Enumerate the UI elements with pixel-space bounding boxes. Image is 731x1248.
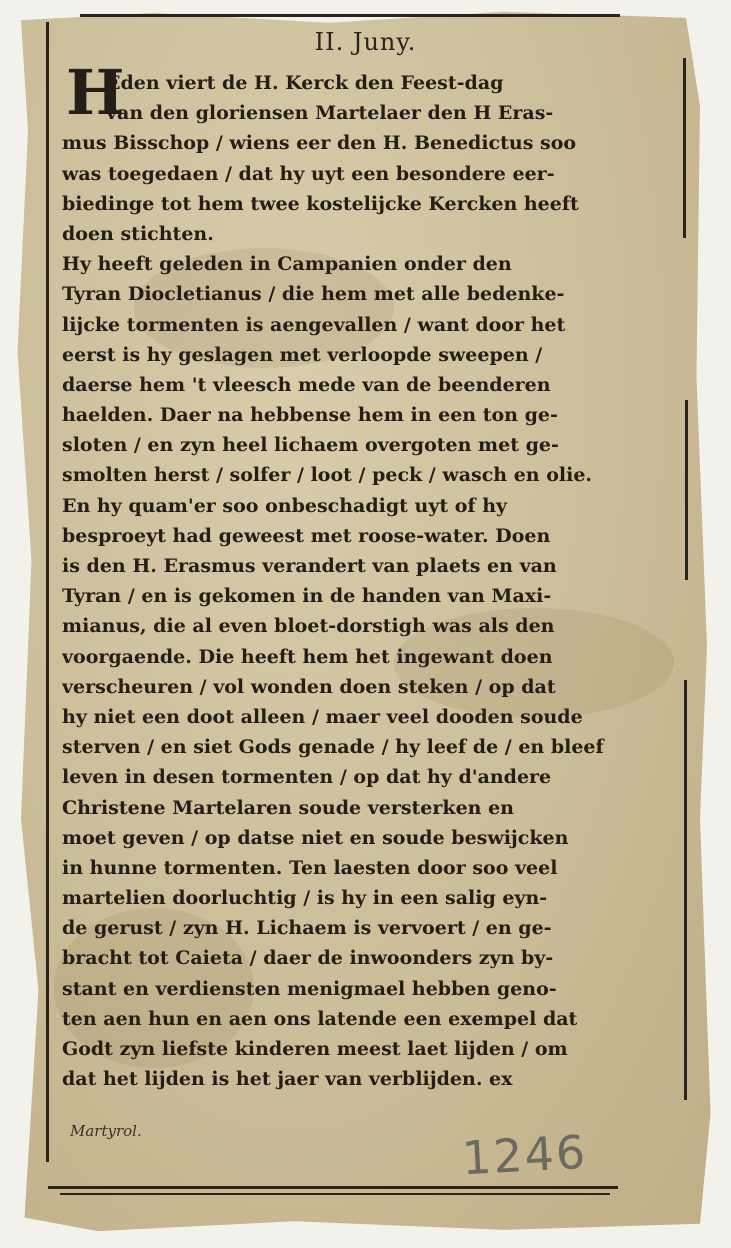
text-line: is den H. Erasmus verandert van plaets en van	[62, 555, 557, 577]
text-line: En hy quam'er soo onbeschadigt uyt of hy	[62, 494, 508, 517]
text-line: in hunne tormenten. Ten laesten door soo veel	[62, 856, 558, 879]
text-line: hy niet een doot alleen / maer veel dooden soude	[62, 705, 583, 728]
source-note: Martyrol.	[70, 1122, 142, 1140]
text-line: lijcke tormenten is aengevallen / want door het	[62, 313, 566, 336]
text-line: Godt zyn liefste kinderen meest laet lijden / om	[62, 1038, 568, 1060]
catalog-number: 1246	[460, 1124, 589, 1186]
text-line: Christene Martelaren soude versterken en	[62, 796, 514, 819]
text-line: Tyran / en is gekomen in de handen van Maxi-	[62, 585, 552, 608]
right-border-rule-lower	[684, 680, 687, 1100]
date-heading: II. Juny.	[314, 28, 417, 56]
right-border-rule-upper	[683, 58, 686, 238]
left-border-rule	[46, 22, 49, 1162]
text-line: doen stichten.	[62, 222, 214, 245]
text-line: bracht tot Caieta / daer de inwoonders zyn by-	[62, 947, 554, 970]
text-line: Tyran Diocletianus / die hem met alle bedenke-	[62, 283, 565, 306]
bottom-border-rule-1	[48, 1186, 618, 1189]
text-line: besproeyt had geweest met roose-water. Doen	[62, 524, 551, 547]
text-line: martelien doorluchtig / is hy in een salig eyn-	[62, 887, 548, 910]
text-line: was toegedaen / dat hy uyt een besondere eer-	[62, 162, 555, 185]
top-border-rule	[80, 14, 620, 17]
text-line: eerst is hy geslagen met verloopde sweepen /	[62, 343, 543, 366]
text-line: mianus, die al even bloet-dorstigh was als den	[62, 615, 555, 638]
text-line: moet geven / op datse niet en soude beswijcken	[62, 826, 569, 849]
text-line: voorgaende. Die heeft hem het ingewant doen	[62, 645, 553, 668]
right-border-rule-middle	[685, 400, 688, 580]
text-line: verscheuren / vol wonden doen steken / op dat	[62, 675, 556, 698]
text-line: biedinge tot hem twee kostelijcke Kercken heeft	[62, 192, 579, 215]
text-line: daerse hem 't vleesch mede van de beenderen	[62, 373, 551, 396]
text-line: ten aen hun en aen ons latende een exempel dat	[62, 1007, 578, 1030]
text-line: Hy heeft geleden in Campanien onder den	[62, 253, 512, 276]
bottom-border-rule-2	[60, 1193, 610, 1195]
text-line: mus Bisschop / wiens eer den H. Benedictus soo	[62, 132, 577, 155]
text-line: leven in desen tormenten / op dat hy d'andere	[62, 766, 552, 789]
drop-cap-initial: H	[66, 56, 125, 129]
text-line: sterven / en siet Gods genade / hy leef de / en bleef	[62, 736, 604, 759]
text-line: stant en verdiensten menigmael hebben geno-	[62, 977, 557, 1000]
text-line: haelden. Daer na hebbense hem in een ton ge-	[62, 404, 558, 427]
text-line: Eden viert de H. Kerck den Feest-dag	[106, 72, 504, 94]
text-line: dat het lijden is het jaer van verblijden. ex	[62, 1068, 513, 1091]
text-line: smolten herst / solfer / loot / peck / wasch en olie.	[62, 464, 593, 487]
text-line: van den gloriensen Martelaer den H Eras-	[106, 102, 554, 125]
text-line: sloten / en zyn heel lichaem overgoten met ge-	[62, 434, 559, 457]
text-line: de gerust / zyn H. Lichaem is vervoert / en ge-	[62, 917, 552, 940]
article-text	[62, 68, 674, 1094]
